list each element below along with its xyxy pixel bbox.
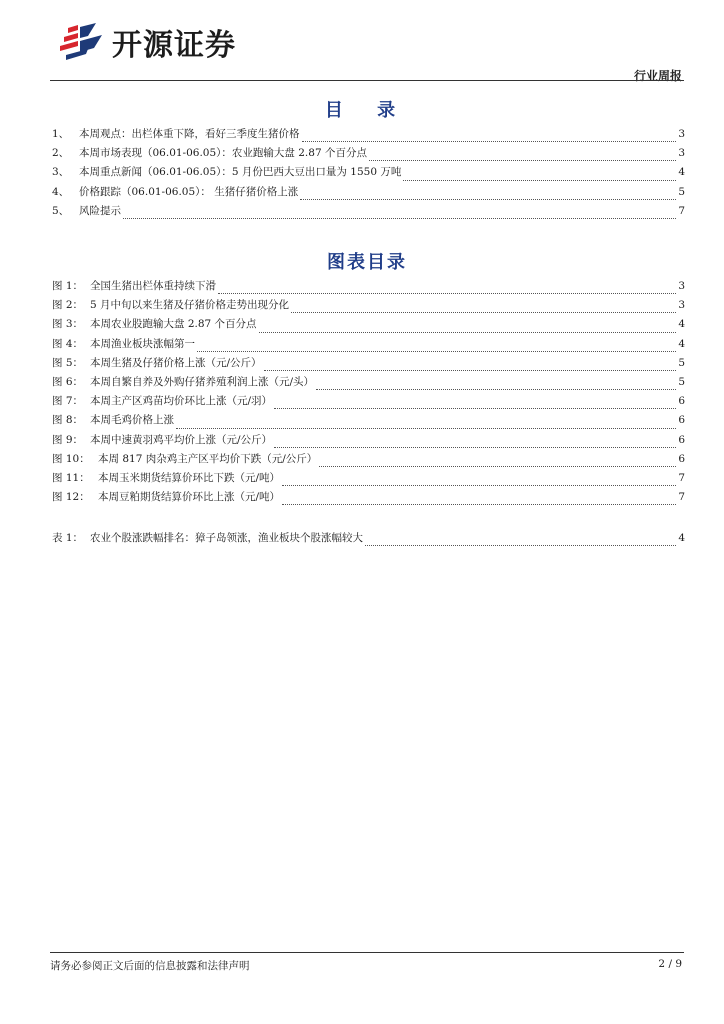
brand-name: 开源证券 bbox=[112, 28, 236, 63]
figure-item[interactable] bbox=[52, 489, 685, 508]
figure-item-page: 7 bbox=[678, 491, 685, 504]
table-item-page: 4 bbox=[678, 532, 685, 544]
leader-dots bbox=[319, 466, 676, 467]
figure-item-text: 本周渔业板块涨幅第一 bbox=[90, 337, 195, 350]
figure-item-page: 4 bbox=[678, 318, 685, 331]
figure-item-page: 6 bbox=[678, 395, 685, 408]
header-divider bbox=[50, 80, 684, 81]
brand-logo bbox=[58, 22, 236, 62]
figure-item-number: 图 10： bbox=[52, 452, 90, 465]
toc-item[interactable] bbox=[52, 145, 685, 164]
toc-item-text: 风险提示 bbox=[79, 204, 121, 217]
figure-item-text: 本周自繁自养及外购仔猪养殖利润上涨（元/头） bbox=[90, 375, 315, 388]
figure-item-page: 5 bbox=[678, 356, 685, 369]
figure-item-text: 5 月中旬以来生猪及仔猪价格走势出现分化 bbox=[90, 299, 290, 312]
figure-item[interactable] bbox=[52, 374, 685, 393]
figure-item-page: 6 bbox=[678, 414, 685, 427]
figure-item-number: 图 6： bbox=[52, 375, 84, 388]
leader-dots bbox=[291, 312, 676, 313]
figure-item-number: 图 7： bbox=[52, 395, 84, 408]
figure-item-text: 本周农业股跑输大盘 2.87 个百分点 bbox=[90, 318, 257, 331]
figure-item-page: 5 bbox=[678, 375, 685, 388]
leader-dots bbox=[274, 408, 676, 409]
leader-dots bbox=[282, 504, 676, 505]
page-footer bbox=[50, 952, 684, 972]
toc-item-number: 5、 bbox=[52, 204, 70, 217]
table-item-text: 农业个股涨跌幅排名：獐子岛领涨，渔业板块个股涨幅较大 bbox=[90, 532, 363, 544]
figure-item-page: 6 bbox=[678, 452, 685, 465]
figure-item[interactable] bbox=[52, 470, 685, 489]
figure-item-text: 本周 817 肉杂鸡主产区平均价下跌（元/公斤） bbox=[98, 452, 318, 465]
figure-item-page: 3 bbox=[678, 299, 685, 312]
figure-item-number: 图 3： bbox=[52, 318, 84, 331]
toc-item-text: 本周观点：出栏体重下降，看好三季度生猪价格 bbox=[79, 128, 300, 140]
figure-item-number: 图 1： bbox=[52, 280, 84, 292]
leader-dots bbox=[369, 160, 676, 161]
leader-dots bbox=[197, 351, 676, 352]
figure-item-text: 本周玉米期货结算价环比下跌（元/吨） bbox=[98, 471, 281, 484]
brand-mark-icon bbox=[58, 22, 104, 62]
figure-item-number: 图 11： bbox=[52, 471, 90, 484]
toc-item-text: 价格跟踪（06.01-06.05）： 生猪仔猪价格上涨 bbox=[79, 185, 299, 198]
figure-item[interactable] bbox=[52, 316, 685, 335]
figure-item[interactable] bbox=[52, 451, 685, 470]
toc-title: 目 录 bbox=[324, 100, 410, 121]
toc-item-page: 4 bbox=[678, 166, 685, 179]
figure-item-number: 图 8： bbox=[52, 414, 84, 427]
figure-item[interactable] bbox=[52, 432, 685, 451]
figure-item-page: 7 bbox=[678, 471, 685, 484]
leader-dots bbox=[302, 141, 677, 142]
toc-item-number: 2、 bbox=[52, 147, 70, 160]
leader-dots bbox=[274, 447, 676, 448]
figure-item-text: 本周中速黄羽鸡平均价上涨（元/公斤） bbox=[90, 433, 273, 446]
leader-dots bbox=[365, 545, 676, 546]
toc-item-number: 1、 bbox=[52, 128, 70, 140]
figure-item[interactable] bbox=[52, 336, 685, 355]
leader-dots bbox=[259, 332, 677, 333]
toc-item[interactable] bbox=[52, 184, 685, 203]
figure-item-text: 本周毛鸡价格上涨 bbox=[90, 414, 174, 427]
figures-toc-list bbox=[52, 278, 685, 508]
leader-dots bbox=[218, 293, 676, 294]
figure-item[interactable] bbox=[52, 412, 685, 431]
figure-item-number: 图 12： bbox=[52, 491, 90, 504]
tables-toc-list bbox=[52, 530, 685, 549]
figure-item-number: 图 9： bbox=[52, 433, 84, 446]
figure-item-text: 本周豆粕期货结算价环比上涨（元/吨） bbox=[98, 491, 281, 504]
toc-item-number: 3、 bbox=[52, 166, 70, 179]
figure-item[interactable] bbox=[52, 393, 685, 412]
leader-dots bbox=[264, 370, 677, 371]
toc-item-page: 3 bbox=[678, 147, 685, 160]
toc-item-page: 7 bbox=[678, 204, 685, 217]
figure-item[interactable] bbox=[52, 297, 685, 316]
figure-item[interactable] bbox=[52, 355, 685, 374]
figure-item-text: 本周生猪及仔猪价格上涨（元/公斤） bbox=[90, 356, 262, 369]
legal-disclaimer: 请务必参阅正文后面的信息披露和法律声明 bbox=[50, 960, 250, 972]
table-item-number: 表 1： bbox=[52, 532, 84, 544]
report-type-label: 行业周报 bbox=[633, 69, 682, 83]
leader-dots bbox=[403, 180, 676, 181]
figure-item-number: 图 4： bbox=[52, 337, 84, 350]
page-indicator: 2 / 9 bbox=[658, 958, 682, 970]
page-header bbox=[50, 18, 684, 83]
footer-divider bbox=[50, 952, 684, 953]
figure-item[interactable] bbox=[52, 278, 685, 297]
leader-dots bbox=[282, 485, 676, 486]
figure-item-text: 全国生猪出栏体重持续下滑 bbox=[90, 280, 216, 292]
toc-item[interactable] bbox=[52, 126, 685, 145]
table-item[interactable] bbox=[52, 530, 685, 549]
leader-dots bbox=[176, 428, 676, 429]
figure-item-number: 图 2： bbox=[52, 299, 84, 312]
leader-dots bbox=[316, 389, 676, 390]
toc-item[interactable] bbox=[52, 164, 685, 183]
toc-list bbox=[52, 126, 685, 222]
figure-item-page: 4 bbox=[678, 337, 685, 350]
figures-toc-title: 图表目录 bbox=[327, 252, 407, 273]
toc-item-text: 本周市场表现（06.01-06.05）：农业跑输大盘 2.87 个百分点 bbox=[79, 147, 367, 160]
leader-dots bbox=[300, 199, 676, 200]
figure-item-page: 6 bbox=[678, 433, 685, 446]
figure-item-page: 3 bbox=[678, 280, 685, 292]
figure-item-text: 本周主产区鸡苗均价环比上涨（元/羽） bbox=[90, 395, 273, 408]
toc-item-number: 4、 bbox=[52, 185, 70, 198]
figure-item-number: 图 5： bbox=[52, 356, 84, 369]
toc-item-text: 本周重点新闻（06.01-06.05）：5 月份巴西大豆出口量为 1550 万吨 bbox=[79, 166, 402, 179]
leader-dots bbox=[123, 218, 676, 219]
toc-item[interactable] bbox=[52, 203, 685, 222]
toc-item-page: 3 bbox=[678, 128, 685, 140]
toc-item-page: 5 bbox=[678, 185, 685, 198]
